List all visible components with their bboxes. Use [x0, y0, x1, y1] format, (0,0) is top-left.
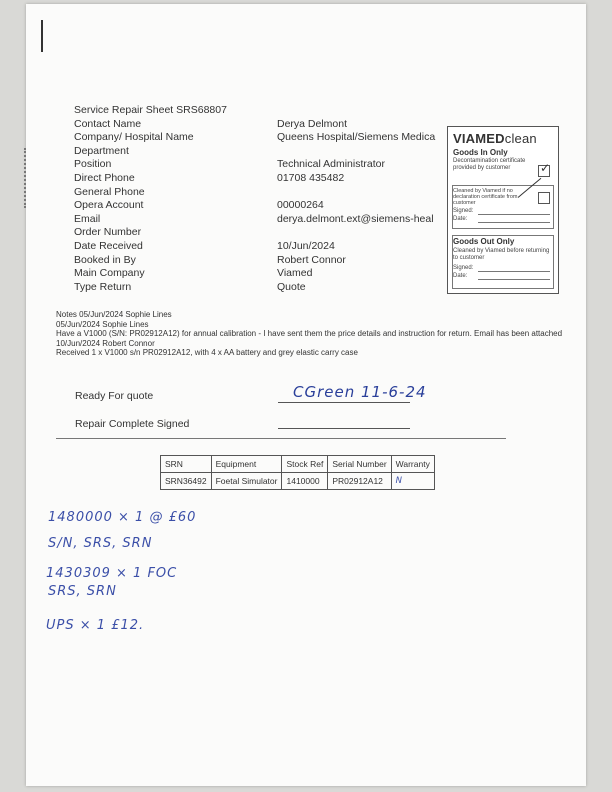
table-header: Stock Ref: [282, 456, 328, 473]
repair-complete-label: Repair Complete Signed: [75, 418, 190, 430]
handwritten-line: S/N, SRS, SRN: [48, 536, 153, 551]
goods-in-title: Goods In Only: [453, 148, 508, 157]
note-line: Received 1 x V1000 s/n PR02912A12, with 4 x AA battery and grey elastic carry case: [56, 348, 358, 358]
goods-out-title: Goods Out Only: [453, 237, 515, 246]
table-cell: PR02912A12: [328, 473, 391, 490]
table-header: SRN: [161, 456, 212, 473]
repair-signature-line: [278, 428, 410, 429]
equipment-table: [160, 455, 435, 490]
table-row: [161, 473, 435, 490]
viamed-clean-stamp: [447, 126, 559, 294]
handwritten-line: 1480000 × 1 @ £60: [48, 510, 197, 525]
goods-out-signed-label: Signed:: [453, 265, 474, 271]
note-line: Have a V1000 (S/N: PR02912A12) for annual calibration - I have sent them the price details and instruction for return. Email has been attached: [56, 329, 563, 339]
handwritten-line: UPS × 1 £12.: [46, 618, 145, 633]
table-header: Warranty: [391, 456, 434, 473]
ready-signature: CGreen 11-6-24: [293, 383, 427, 401]
punch-marks: [24, 148, 30, 208]
handwritten-line: 1430309 × 1 FOC: [46, 566, 178, 581]
goods-out-date-label: Date:: [453, 273, 468, 279]
ready-signature-line: [278, 402, 410, 403]
notes-section: [56, 310, 571, 358]
margin-mark: [41, 20, 43, 52]
note-line: 10/Jun/2024 Robert Connor: [56, 338, 155, 348]
table-header: Serial Number: [328, 456, 391, 473]
table-cell: Foetal Simulator: [211, 473, 282, 490]
note-line: 05/Jun/2024 Sophie Lines: [56, 319, 149, 329]
cleaned-checkbox: [538, 192, 550, 204]
goods-in-text: Decontamination certificate provided by customer: [453, 158, 526, 171]
cleaned-date-label: Date:: [453, 216, 468, 222]
note-line: Notes 05/Jun/2024 Sophie Lines: [56, 310, 172, 319]
ready-for-quote-label: Ready For quote: [75, 390, 154, 402]
handwritten-line: SRS, SRN: [48, 584, 117, 599]
check-icon: ✓: [540, 161, 551, 175]
goods-out-text: Cleaned by Viamed before returning to customer: [453, 248, 550, 261]
table-cell: SRN36492: [161, 473, 212, 490]
cleaned-signed-label: Signed:: [453, 208, 474, 214]
viamed-logo: VIAMEDclean: [453, 131, 537, 146]
table-header: Equipment: [211, 456, 282, 473]
table-cell: 1410000: [282, 473, 328, 490]
divider: [56, 438, 506, 439]
cleaned-text: Cleaned by Viamed if no declaration certificate from customer: [453, 188, 518, 206]
table-cell: N: [391, 473, 434, 490]
table-header-row: [161, 456, 435, 473]
